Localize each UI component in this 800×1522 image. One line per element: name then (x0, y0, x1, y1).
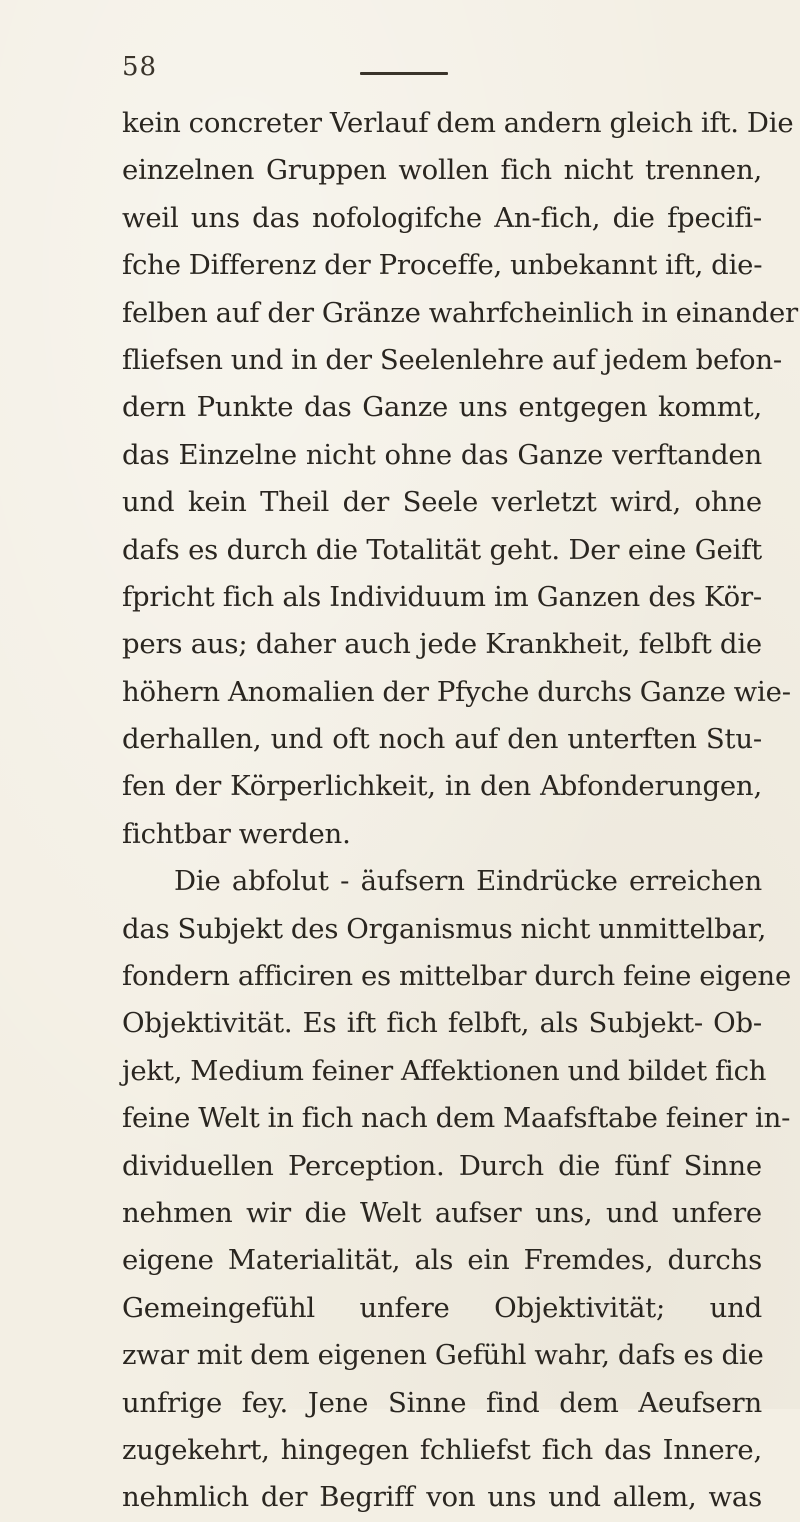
text-line: feine Welt in fich nach dem Maafsftabe feiner in- (122, 1102, 791, 1135)
text-line: unfrige fey. Jene Sinne find dem Aeufsern (122, 1386, 762, 1419)
text-line: felben auf der Gränze wahrfcheinlich in einander (122, 296, 798, 329)
paragraph-start-line: Die abfolut - äufsern Eindrücke erreichen (174, 865, 762, 898)
page-number: 58 (122, 52, 158, 82)
body-text (122, 100, 798, 1522)
text-line: das Subjekt des Organismus nicht unmittelbar, (122, 912, 767, 945)
text-line: dafs es durch die Totalität geht. Der eine Geift (122, 533, 762, 566)
text-line: fliefsen und in der Seelenlehre auf jedem befon- (122, 343, 782, 376)
text-line: und kein Theil der Seele verletzt wird, ohne (122, 486, 762, 519)
text-line: fpricht fich als Individuum im Ganzen des Kör- (122, 580, 762, 613)
text-line: dividuellen Perception. Durch die fünf Sinne (122, 1149, 762, 1182)
text-line: pers aus; daher auch jede Krankheit, felbft die (122, 628, 762, 661)
text-line: einzelnen Gruppen wollen fich nicht trennen, (122, 154, 762, 187)
text-line: dern Punkte das Ganze uns entgegen kommt, (122, 391, 762, 424)
text-line: derhallen, und oft noch auf den unterften Stu- (122, 723, 762, 756)
text-line: das Einzelne nicht ohne das Ganze verftanden (122, 438, 762, 471)
text-line: zugekehrt, hingegen fchliefst fich das Innere, (122, 1433, 762, 1466)
text-line: höhern Anomalien der Pfyche durchs Ganze wie- (122, 675, 791, 708)
text-line: Gemeingefühl unfere Objektivität; und (122, 1291, 762, 1324)
text-line: eigene Materialität, als ein Fremdes, durchs (122, 1244, 762, 1277)
text-line: fondern afficiren es mittelbar durch feine eigene (122, 960, 792, 993)
text-line: fen der Körperlichkeit, in den Abfonderungen, (122, 770, 762, 803)
text-line: zwar mit dem eigenen Gefühl wahr, dafs es die (122, 1339, 764, 1372)
text-line: nehmen wir die Welt aufser uns, und unfere (122, 1196, 762, 1229)
text-line: kein concreter Verlauf dem andern gleich ift. Die (122, 107, 794, 139)
text-line: jekt, Medium feiner Affektionen und bildet fich (122, 1054, 767, 1087)
text-line: Objektivität. Es ift fich felbft, als Subjekt- Ob- (122, 1007, 762, 1040)
header-rule (360, 72, 448, 75)
page-header (122, 52, 502, 92)
text-line: weil uns das nofologifche An-fich, die fpecifi- (122, 201, 762, 234)
text-line: nehmlich der Begriff von uns und allem, was (122, 1481, 762, 1514)
paragraph-end-line: fichtbar werden. (122, 817, 351, 850)
text-line: fche Differenz der Proceffe, unbekannt ift, die- (122, 249, 763, 282)
